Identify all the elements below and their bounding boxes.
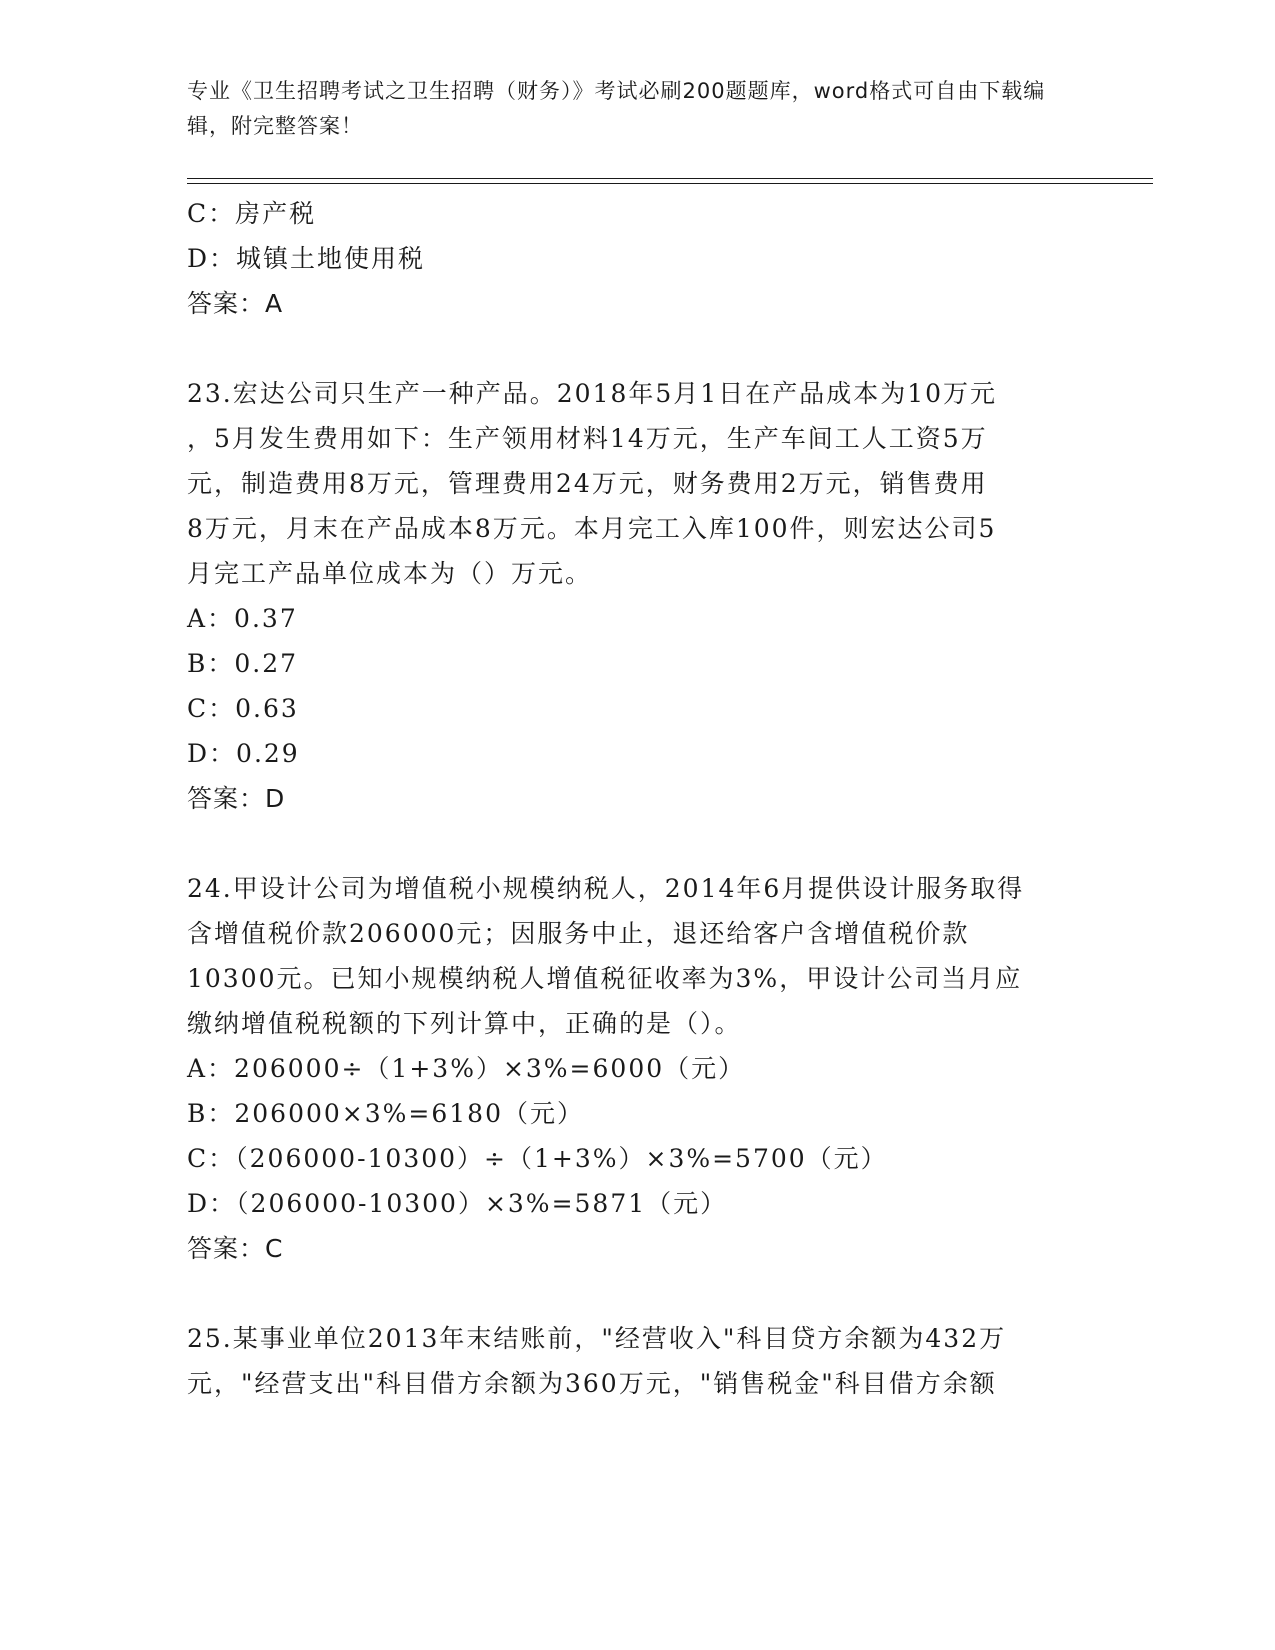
question-24-answer: 答案：C	[187, 1234, 284, 1263]
question-25-line: 元，"经营支出"科目借方余额为360万元，"销售税金"科目借方余额	[187, 1369, 997, 1398]
question-24-line: 缴纳增值税税额的下列计算中，正确的是（）。	[187, 1009, 742, 1038]
header-rule-top	[187, 178, 1153, 179]
question-25-line: 25.某事业单位2013年末结账前，"经营收入"科目贷方余额为432万	[187, 1324, 1007, 1353]
question-24-option-c: C：（206000-10300）÷（1+3%）×3%=5700（元）	[187, 1144, 888, 1173]
question-23-answer: 答案：D	[187, 784, 286, 813]
question-23-option-d: D：0.29	[187, 739, 300, 768]
question-23-line: ，5月发生费用如下：生产领用材料14万元，生产车间工人工资5万	[187, 424, 988, 453]
question-23-line: 23.宏达公司只生产一种产品。2018年5月1日在产品成本为10万元	[187, 379, 998, 408]
question-23-option-a: A：0.37	[187, 604, 298, 633]
page-header: 专业《卫生招聘考试之卫生招聘（财务）》考试必刷200题题库，word格式可自由下载编辑，附完整答案！	[187, 79, 1046, 138]
question-23-line: 8万元，月末在产品成本8万元。本月完工入库100件，则宏达公司5	[187, 514, 997, 543]
question-23-option-c: C：0.63	[187, 694, 299, 723]
question-24-line: 10300元。已知小规模纳税人增值税征收率为3%，甲设计公司当月应	[187, 964, 1023, 993]
option-c: C：房产税	[187, 199, 317, 228]
question-24-line: 24.甲设计公司为增值税小规模纳税人，2014年6月提供设计服务取得	[187, 874, 1025, 903]
question-23-option-b: B：0.27	[187, 649, 299, 678]
answer: 答案：A	[187, 289, 284, 318]
header-rule-bottom	[187, 183, 1153, 184]
question-24-option-a: A：206000÷（1+3%）×3%=6000（元）	[187, 1054, 746, 1083]
question-23-line: 月完工产品单位成本为（）万元。	[187, 559, 593, 588]
question-23-line: 元，制造费用8万元，管理费用24万元，财务费用2万元，销售费用	[187, 469, 988, 498]
question-24-line: 含增值税价款206000元；因服务中止，退还给客户含增值税价款	[187, 919, 970, 948]
option-d: D：城镇土地使用税	[187, 244, 426, 273]
question-24-option-b: B：206000×3%=6180（元）	[187, 1099, 584, 1128]
question-24-option-d: D：（206000-10300）×3%=5871（元）	[187, 1189, 728, 1218]
